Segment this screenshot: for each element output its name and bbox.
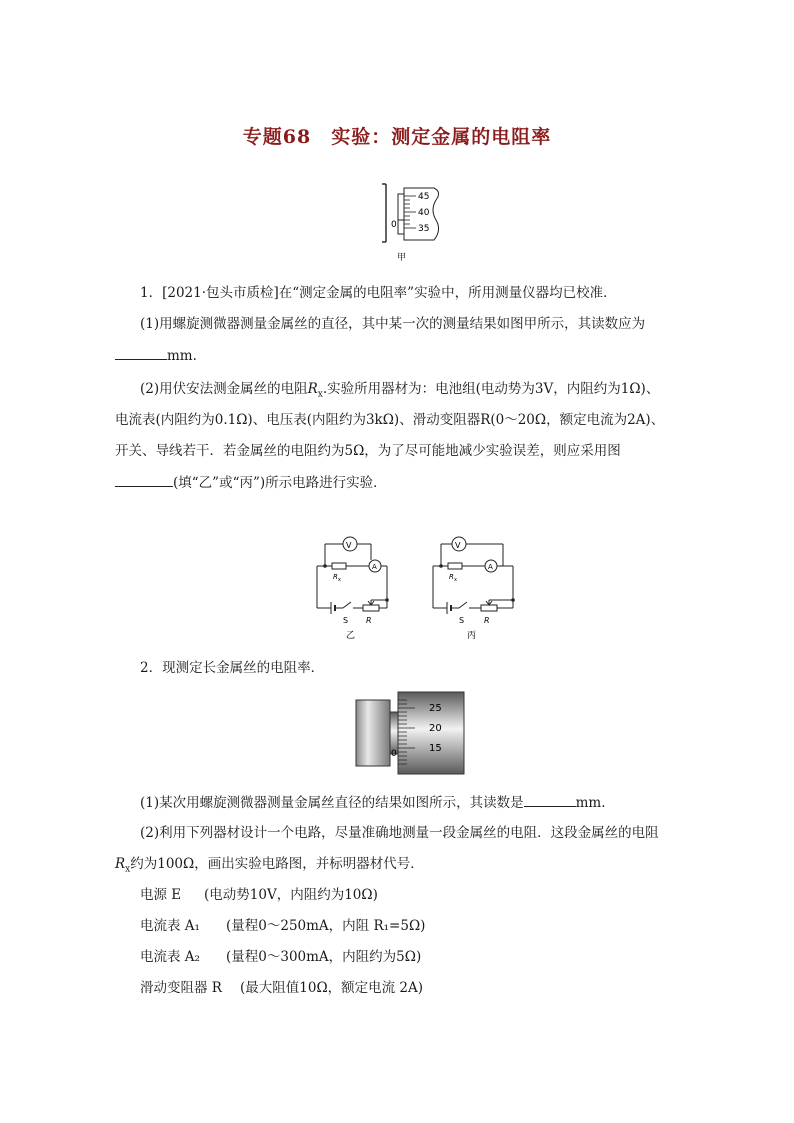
answer-blank[interactable]	[115, 345, 167, 360]
unit: mm.	[575, 795, 606, 811]
q1-part1: (1)用螺旋测微器测量金属丝的直径，其中某一次的测量结果如图甲所示，其读数应为	[140, 316, 646, 332]
item-desc: (最大阻值10Ω，额定电流 2A)	[240, 980, 424, 996]
item-name: 滑动变阻器 R	[140, 980, 222, 996]
voltmeter-label: V	[346, 541, 352, 550]
text: (填“乙”或“丙”)所示电路进行实验．	[173, 475, 387, 491]
q2-part1	[140, 792, 606, 813]
text: (2)用伏安法测金属丝的电阻	[140, 381, 308, 397]
q1-part2-line1	[140, 379, 659, 405]
unit: mm.	[167, 348, 197, 364]
jia-tick-45: 45	[418, 192, 430, 202]
q2-intro: 2．现测定长金属丝的电阻率．	[140, 660, 325, 676]
jia-zero: 0	[391, 220, 397, 230]
q1-part1-answer	[115, 345, 197, 366]
rx-sub-label: x	[338, 577, 341, 583]
switch-label: S	[459, 616, 465, 625]
item-desc: (电动势10V，内阻约为10Ω)	[204, 887, 378, 903]
item-desc: (量程0～250mA，内阻 R₁=5Ω)	[226, 918, 426, 934]
q2-part2-line2	[115, 854, 424, 880]
circuit-yi	[305, 530, 395, 640]
text: .实验所用器材为：电池组(电动势为3V，内阻约为1Ω)、	[322, 381, 660, 397]
text: 约为100Ω，画出实验电路图，并标明器材代号．	[130, 856, 424, 872]
rx-label: R	[449, 573, 454, 581]
rx-symbol: R	[115, 856, 126, 872]
caption-yi: 乙	[346, 631, 356, 640]
q1-intro: 1．[2021·包头市质检]在“测定金属的电阻率”实验中，所用测量仪器均已校准．	[140, 285, 617, 301]
rx-label: R	[333, 573, 338, 581]
equipment-item	[140, 947, 421, 967]
q1-part2-line4	[115, 472, 387, 493]
text: (1)某次用螺旋测微器测量金属丝直径的结果如图所示，其读数是	[140, 795, 524, 811]
equipment-item	[140, 978, 423, 998]
answer-blank[interactable]	[524, 792, 576, 807]
jia-caption: 甲	[397, 253, 407, 263]
q1-part2-line3: 开关、导线若干．若金属丝的电阻约为5Ω，为了尽可能地减少实验误差，则应采用图	[115, 443, 621, 459]
micrometer-figure-2	[355, 690, 465, 775]
rx-symbol: R	[307, 381, 318, 397]
fig2-tick-15: 15	[429, 743, 442, 754]
rx-sub: x	[317, 389, 323, 400]
jia-tick-40: 40	[418, 208, 430, 218]
equipment-item	[140, 885, 378, 905]
item-name: 电流表 A₁	[140, 918, 200, 934]
circuit-bing	[425, 530, 520, 640]
micrometer-figure-jia	[376, 180, 446, 265]
switch-label: S	[343, 616, 349, 625]
fig2-zero: 0	[391, 749, 397, 759]
ammeter-label: A	[372, 563, 377, 571]
rheostat-label: R	[366, 616, 372, 625]
item-name: 电流表 A₂	[140, 949, 200, 965]
q1-part2-line2: 电流表(内阻约为0.1Ω)、电压表(内阻约为3kΩ)、滑动变阻器R(0～20Ω，额定电流为2A)、	[115, 412, 665, 428]
q2-part2-line1: (2)利用下列器材设计一个电路，尽量准确地测量一段金属丝的电阻．这段金属丝的电阻	[140, 825, 659, 841]
jia-tick-35: 35	[418, 224, 430, 234]
ammeter-label: A	[488, 563, 493, 571]
caption-bing: 丙	[467, 631, 477, 640]
item-name: 电源 E	[140, 887, 182, 903]
page-title: 专题68 实验：测定金属的电阻率	[242, 126, 552, 148]
rheostat-label: R	[484, 616, 490, 625]
fig2-tick-25: 25	[429, 703, 442, 714]
voltmeter-label: V	[455, 541, 461, 550]
fig2-tick-20: 20	[429, 723, 442, 734]
rx-sub: x	[125, 864, 131, 875]
equipment-item	[140, 916, 425, 936]
rx-sub-label: x	[454, 577, 457, 583]
item-desc: (量程0～300mA，内阻约为5Ω)	[226, 949, 422, 965]
answer-blank[interactable]	[115, 472, 173, 487]
